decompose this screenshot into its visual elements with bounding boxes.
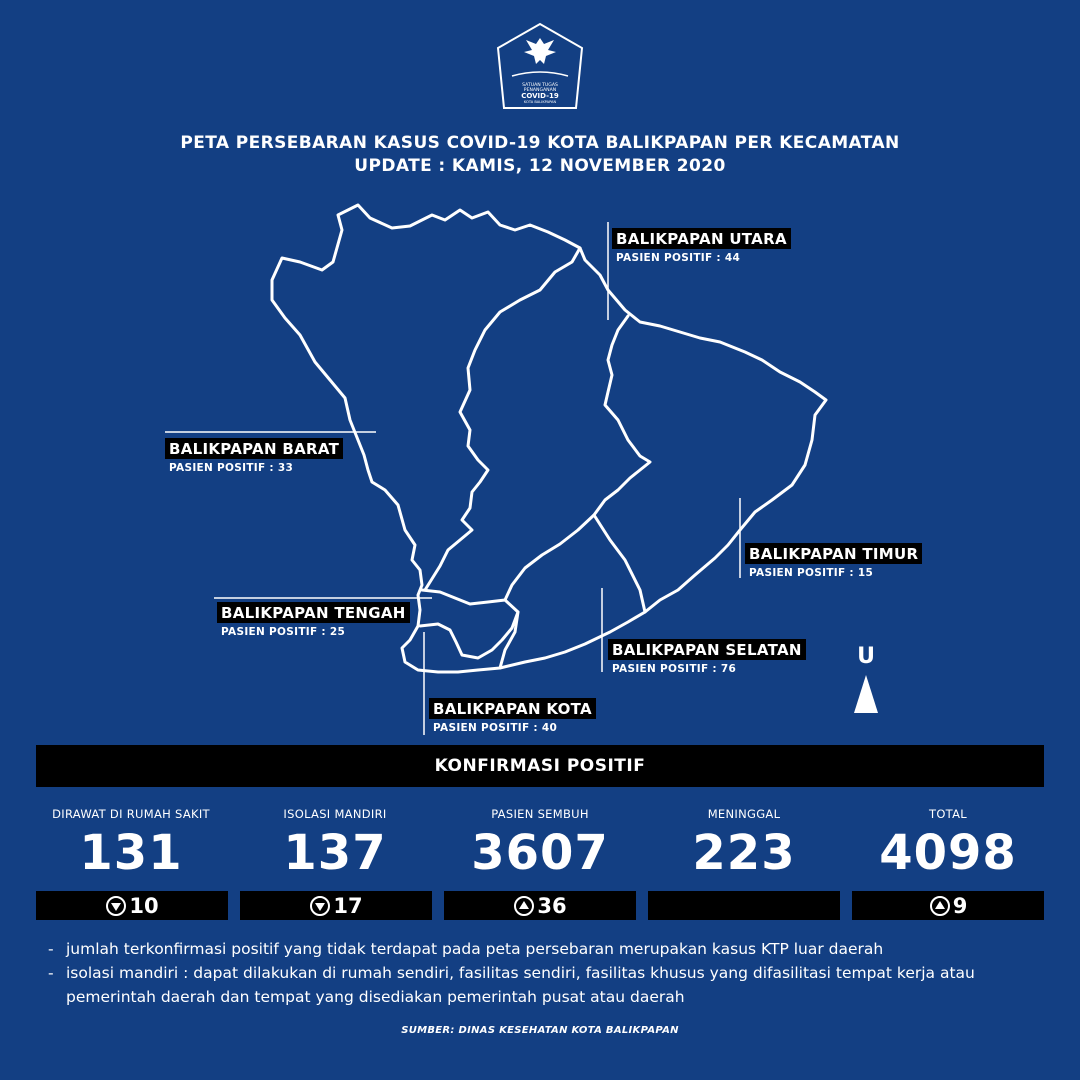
district-name: BALIKPAPAN UTARA xyxy=(612,228,791,249)
label-balikpapan-timur xyxy=(745,543,922,579)
up-triangle-icon xyxy=(929,895,951,917)
footnote-item xyxy=(48,961,1048,1009)
label-balikpapan-utara xyxy=(612,228,791,264)
stat-value: 131 xyxy=(79,825,183,881)
district-name: BALIKPAPAN TIMUR xyxy=(745,543,922,564)
footnote-text: jumlah terkonfirmasi positif yang tidak terdapat pada peta persebaran merupakan kasus KTP luar daerah xyxy=(66,940,884,958)
stat-value: 3607 xyxy=(471,825,609,881)
district-cases: PASIEN POSITIF : 76 xyxy=(612,663,737,675)
district-cases: PASIEN POSITIF : 25 xyxy=(221,626,346,638)
delta-recovered xyxy=(444,891,636,920)
delta-hospitalized xyxy=(36,891,228,920)
delta-value: 17 xyxy=(333,893,363,918)
district-name: BALIKPAPAN SELATAN xyxy=(608,639,806,660)
logo-line-1: SATUAN TUGAS xyxy=(522,83,558,88)
source-credit: SUMBER: DINAS KESEHATAN KOTA BALIKPAPAN xyxy=(401,1025,679,1036)
delta-self-isolation xyxy=(240,891,432,920)
district-cases: PASIEN POSITIF : 40 xyxy=(433,722,558,734)
logo-line-2: PENANGANAN xyxy=(523,88,557,93)
stat-recovered xyxy=(435,805,645,881)
stat-hospitalized xyxy=(26,805,236,881)
district-cases: PASIEN POSITIF : 33 xyxy=(169,462,294,474)
north-arrow-icon xyxy=(854,675,878,713)
label-balikpapan-barat xyxy=(165,438,343,474)
district-cases: PASIEN POSITIF : 15 xyxy=(749,567,874,579)
down-triangle-icon xyxy=(105,895,127,917)
update-date: UPDATE : KAMIS, 12 NOVEMBER 2020 xyxy=(354,156,726,176)
district-name: BALIKPAPAN KOTA xyxy=(429,698,596,719)
stat-self-isolation xyxy=(230,805,440,881)
footnotes xyxy=(48,937,1048,1009)
footnote-text: isolasi mandiri : dapat dilakukan di rumah sendiri, fasilitas sendiri, fasilitas khusus yang difasilitasi tempat kerja atau pemerintah daerah dan tempat yang disediakan pemerintah pusat atau daerah xyxy=(66,964,975,1006)
stat-caption: DIRAWAT DI RUMAH SAKIT xyxy=(52,807,210,821)
logo-line-4: KOTA BALIKPAPAN xyxy=(523,100,557,104)
district-name: BALIKPAPAN TENGAH xyxy=(217,602,410,623)
delta-total xyxy=(852,891,1044,920)
delta-value: 9 xyxy=(952,893,968,918)
up-triangle-icon xyxy=(513,895,535,917)
confirmed-banner: KONFIRMASI POSITIF xyxy=(36,745,1044,787)
logo-line-3: COVID-19 xyxy=(521,92,559,100)
label-balikpapan-tengah xyxy=(217,602,410,638)
stat-caption: MENINGGAL xyxy=(707,807,781,821)
stat-value: 4098 xyxy=(879,825,1017,881)
stat-caption: ISOLASI MANDIRI xyxy=(283,807,387,821)
stat-caption: PASIEN SEMBUH xyxy=(491,807,589,821)
label-balikpapan-kota xyxy=(429,698,596,734)
north-label: U xyxy=(857,644,875,669)
district-cases: PASIEN POSITIF : 44 xyxy=(616,252,741,264)
stat-total xyxy=(843,805,1053,881)
label-balikpapan-selatan xyxy=(608,639,806,675)
district-name: BALIKPAPAN BARAT xyxy=(165,438,343,459)
delta-deaths xyxy=(648,891,840,920)
bullet: - xyxy=(48,964,54,982)
delta-value: 36 xyxy=(537,893,567,918)
footnote-item xyxy=(48,937,1048,961)
down-triangle-icon xyxy=(309,895,331,917)
bullet: - xyxy=(48,940,54,958)
stat-caption: TOTAL xyxy=(929,807,967,821)
stat-deaths xyxy=(639,805,849,881)
delta-value: 10 xyxy=(129,893,159,918)
page-title: PETA PERSEBARAN KASUS COVID-19 KOTA BALIKPAPAN PER KECAMATAN xyxy=(180,133,900,153)
stat-value: 223 xyxy=(692,825,796,881)
north-arrow xyxy=(846,644,886,717)
stat-value: 137 xyxy=(283,825,387,881)
